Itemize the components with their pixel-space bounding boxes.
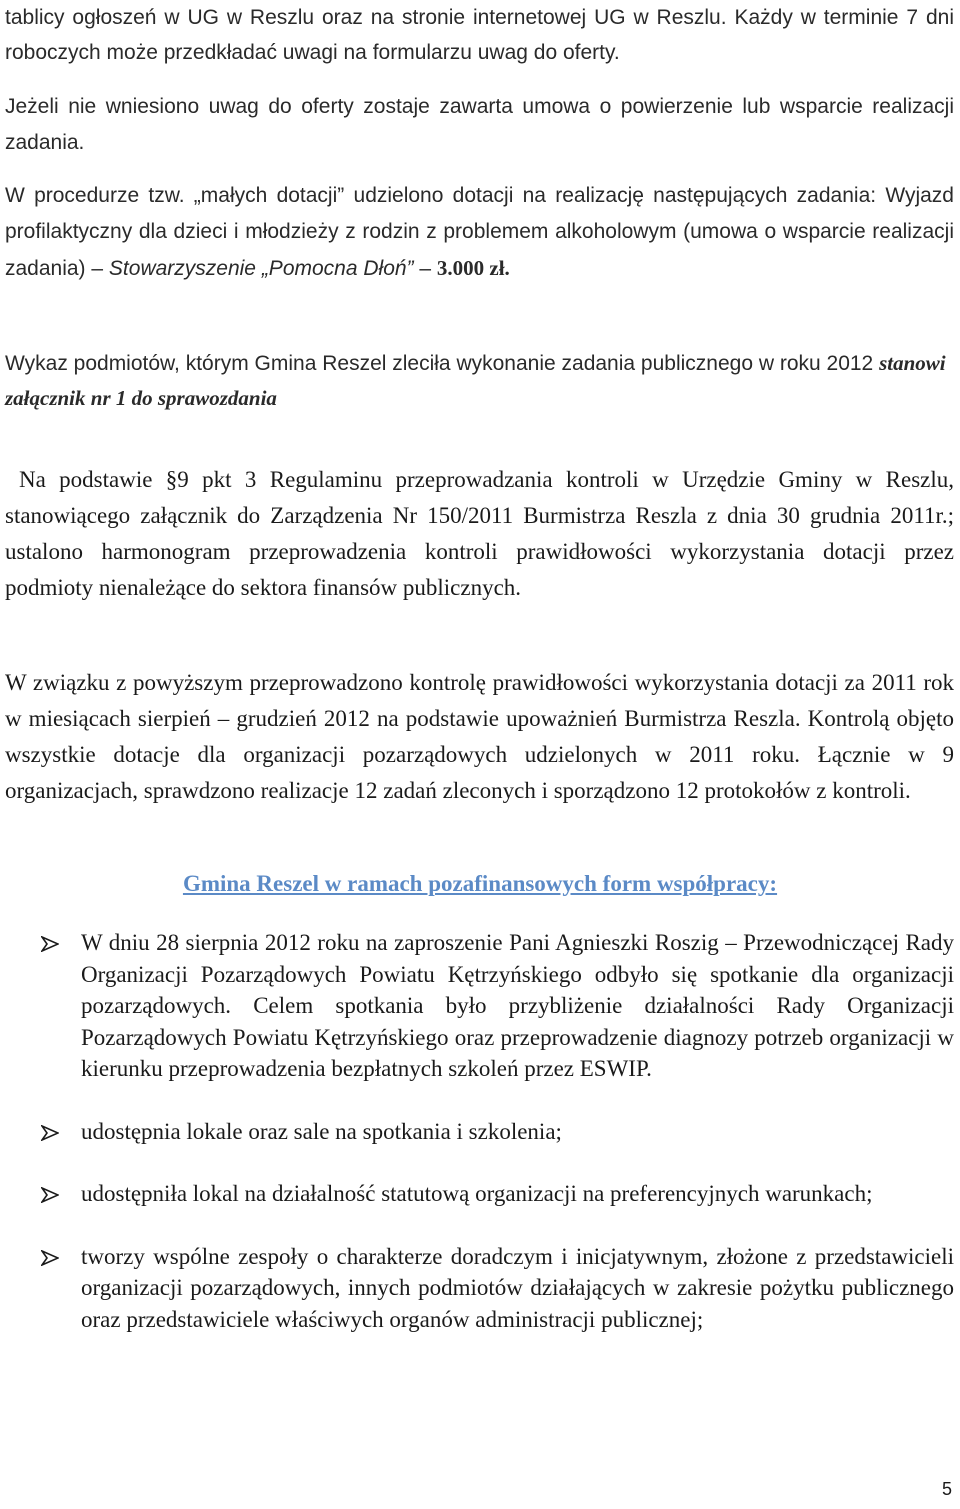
- cooperation-list: [0, 927, 954, 1335]
- paragraph-objections: Jeżeli nie wniesiono uwag do oferty zostaje zawarta umowa o powierzenie lub wsparcie realizacji zadania.: [5, 95, 954, 154]
- amount-dash: –: [413, 257, 437, 280]
- list-item-text: W dniu 28 sierpnia 2012 roku na zaproszenie Pani Agnieszki Roszig – Przewodniczącej Rady Organizacji Pozarządowych Powiatu Kętrzyńskiego odbyło się spotkanie dla organizacji pozarządowych. Celem spotkania było przybliżenie działalności Rady Organizacji Pozarządowych Powiatu Kętrzyńskiego oraz przeprowadzenie diagnozy potrzeb organizacji w kierunku przeprowadzenia bezpłatnych szkoleń przez ESWIP.: [81, 930, 954, 1081]
- paragraph-small-grants: [5, 178, 954, 287]
- entity-list-text: Wykaz podmiotów, którym Gmina Reszel zleciła wykonanie zadania publicznego w roku 2012: [5, 352, 874, 375]
- list-item-text: udostępnia lokale oraz sale na spotkania i szkolenia;: [81, 1118, 562, 1144]
- attachment-reference: stanowi załącznik nr 1 do sprawozdania: [5, 351, 946, 410]
- small-grants-lead: W procedurze tzw. „małych dotacji” udzielono dotacji na realizację następujących zadania: Wyjazd profilaktyczny dla dzieci i młodzieży z rodzin z problemem alkoholowym (umowa o wsparcie realizacji zadania) –: [5, 184, 954, 280]
- list-item-text: tworzy wspólne zespoły o charakterze doradczym i inicjatywnym, złożone z przedstawicieli organizacji pozarządowych, innych podmiotów działających w zakresie pożytku publicznego oraz przedstawiciele właściwych organów administracji publicznej;: [81, 1243, 954, 1332]
- arrowhead-bullet-icon: [41, 1125, 59, 1141]
- list-item: [0, 1178, 954, 1210]
- arrowhead-bullet-icon: [41, 936, 59, 952]
- list-item: [0, 927, 954, 1085]
- organization-name: Stowarzyszenie „Pomocna Dłoń”: [108, 257, 414, 280]
- grant-amount: 3.000 zł.: [436, 256, 510, 280]
- list-item-text: udostępniła lokal na działalność statutową organizacji na preferencyjnych warunkach;: [81, 1181, 873, 1206]
- section-heading: Gmina Reszel w ramach pozafinansowych form współpracy:: [182, 871, 778, 896]
- list-item: [0, 1241, 954, 1336]
- arrowhead-bullet-icon: [41, 1187, 59, 1203]
- paragraph-entity-list: [5, 346, 954, 416]
- paragraph-announcement: tablicy ogłoszeń w UG w Reszlu oraz na stronie internetowej UG w Reszlu. Każdy w terminie 7 dni roboczych może przedkładać uwagi na formularzu uwag do oferty.: [5, 6, 954, 64]
- arrowhead-bullet-icon: [41, 1250, 59, 1266]
- page-number: 5: [941, 1479, 952, 1499]
- list-item: [0, 1116, 954, 1148]
- paragraph-control-basis: Na podstawie §9 pkt 3 Regulaminu przeprowadzania kontroli w Urzędzie Gminy w Reszlu, stanowiącego załącznik do Zarządzenia Nr 150/2011 Burmistrza Reszla z dnia 30 grudnia 2011r.; ustalono harmonogram przeprowadzenia kontroli prawidłowości wykorzystania dotacji przez podmioty nienależące do sektora finansów publicznych.: [5, 467, 954, 600]
- paragraph-control-results: W związku z powyższym przeprowadzono kontrolę prawidłowości wykorzystania dotacji za 2011 rok w miesiącach sierpień – grudzień 2012 na podstawie upoważnień Burmistrza Reszla. Kontrolą objęto wszystkie dotacje dla organizacji pozarządowych udzielonych w 2011 roku. Łącznie w 9 organizacjach, sprawdzono realizacje 12 zadań zleconych i sporządzono 12 protokołów z kontroli.: [5, 670, 954, 803]
